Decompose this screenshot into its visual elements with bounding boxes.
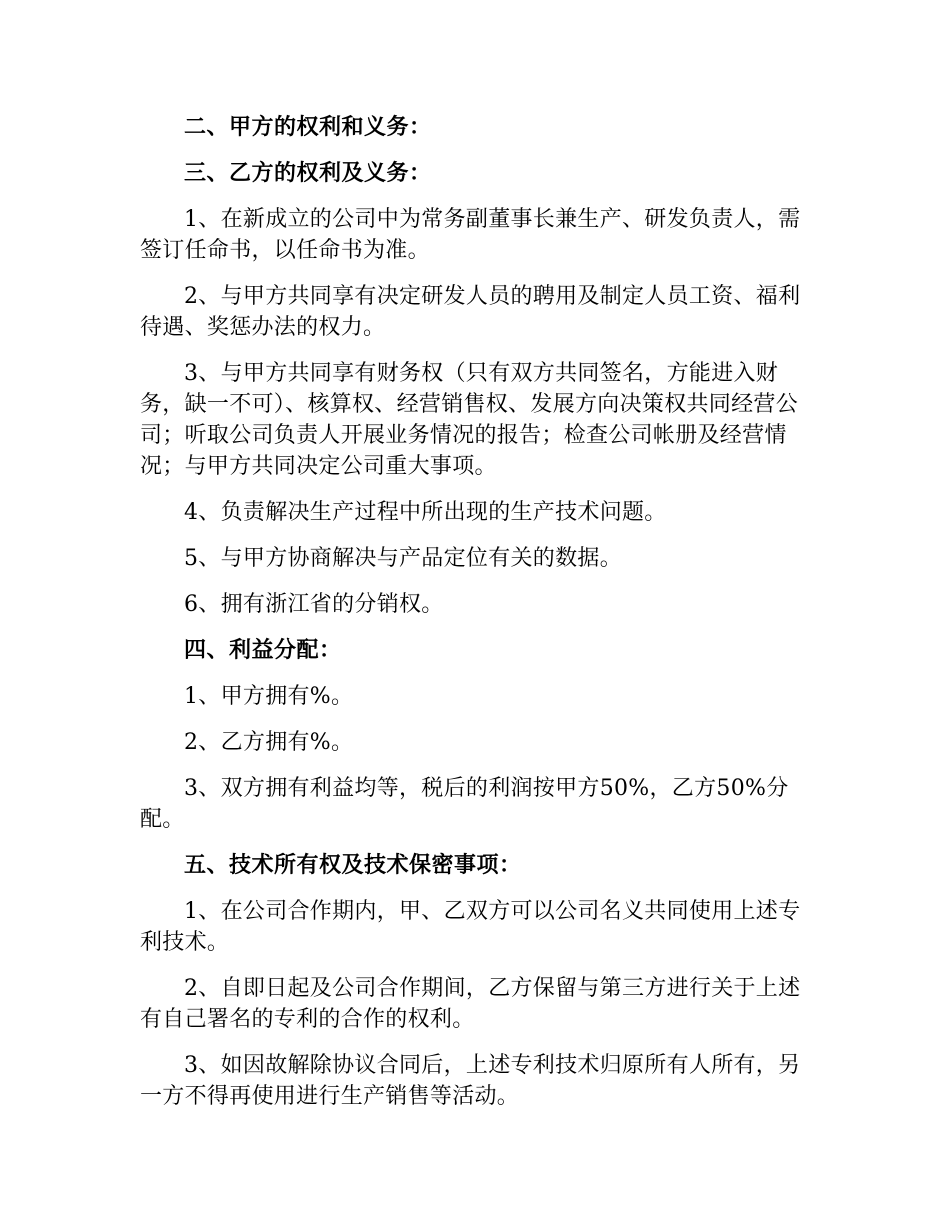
clause-b-6: 6、拥有浙江省的分销权。 — [184, 592, 444, 617]
clause-tech-1: 1、在公司合作期内，甲、乙双方可以公司名义共同使用上述专利技术。 — [140, 899, 801, 955]
clause-tech-2: 2、自即日起及公司合作期间，乙方保留与第三方进行关于上述有自己署名的专利的合作的权利。 — [140, 976, 801, 1032]
section-heading-profit-distribution: 四、利益分配： — [184, 638, 342, 663]
clause-tech-3: 3、如因故解除协议合同后，上述专利技术归原所有人所有，另一方不得再使用进行生产销售等活动。 — [140, 1053, 801, 1109]
clause-profit-3: 3、双方拥有利益均等，税后的利润按甲方50%，乙方50%分配。 — [140, 776, 789, 832]
clause-b-5: 5、与甲方协商解决与产品定位有关的数据。 — [184, 546, 622, 571]
clause-b-3: 3、与甲方共同享有财务权（只有双方共同签名，方能进入财务，缺一不可）、核算权、经营销售权、发展方向决策权共同经营公司；听取公司负责人开展业务情况的报告；检查公司帐册及经营情况；与甲方共同决定公司重大事项。 — [140, 361, 799, 479]
section-heading-technology-ownership: 五、技术所有权及技术保密事项： — [184, 853, 522, 878]
document-page — [140, 112, 812, 1127]
clause-profit-1: 1、甲方拥有%。 — [184, 684, 354, 709]
section-heading-party-a-rights: 二、甲方的权利和义务： — [184, 115, 432, 140]
clause-b-1: 1、在新成立的公司中为常务副董事长兼生产、研发负责人，需签订任命书，以任命书为准。 — [140, 207, 801, 263]
clause-b-4: 4、负责解决生产过程中所出现的生产技术问题。 — [184, 500, 667, 525]
section-heading-party-b-rights: 三、乙方的权利及义务： — [184, 161, 432, 186]
clause-b-2: 2、与甲方共同享有决定研发人员的聘用及制定人员工资、福利待遇、奖惩办法的权力。 — [140, 284, 801, 340]
clause-profit-2: 2、乙方拥有%。 — [184, 730, 354, 755]
